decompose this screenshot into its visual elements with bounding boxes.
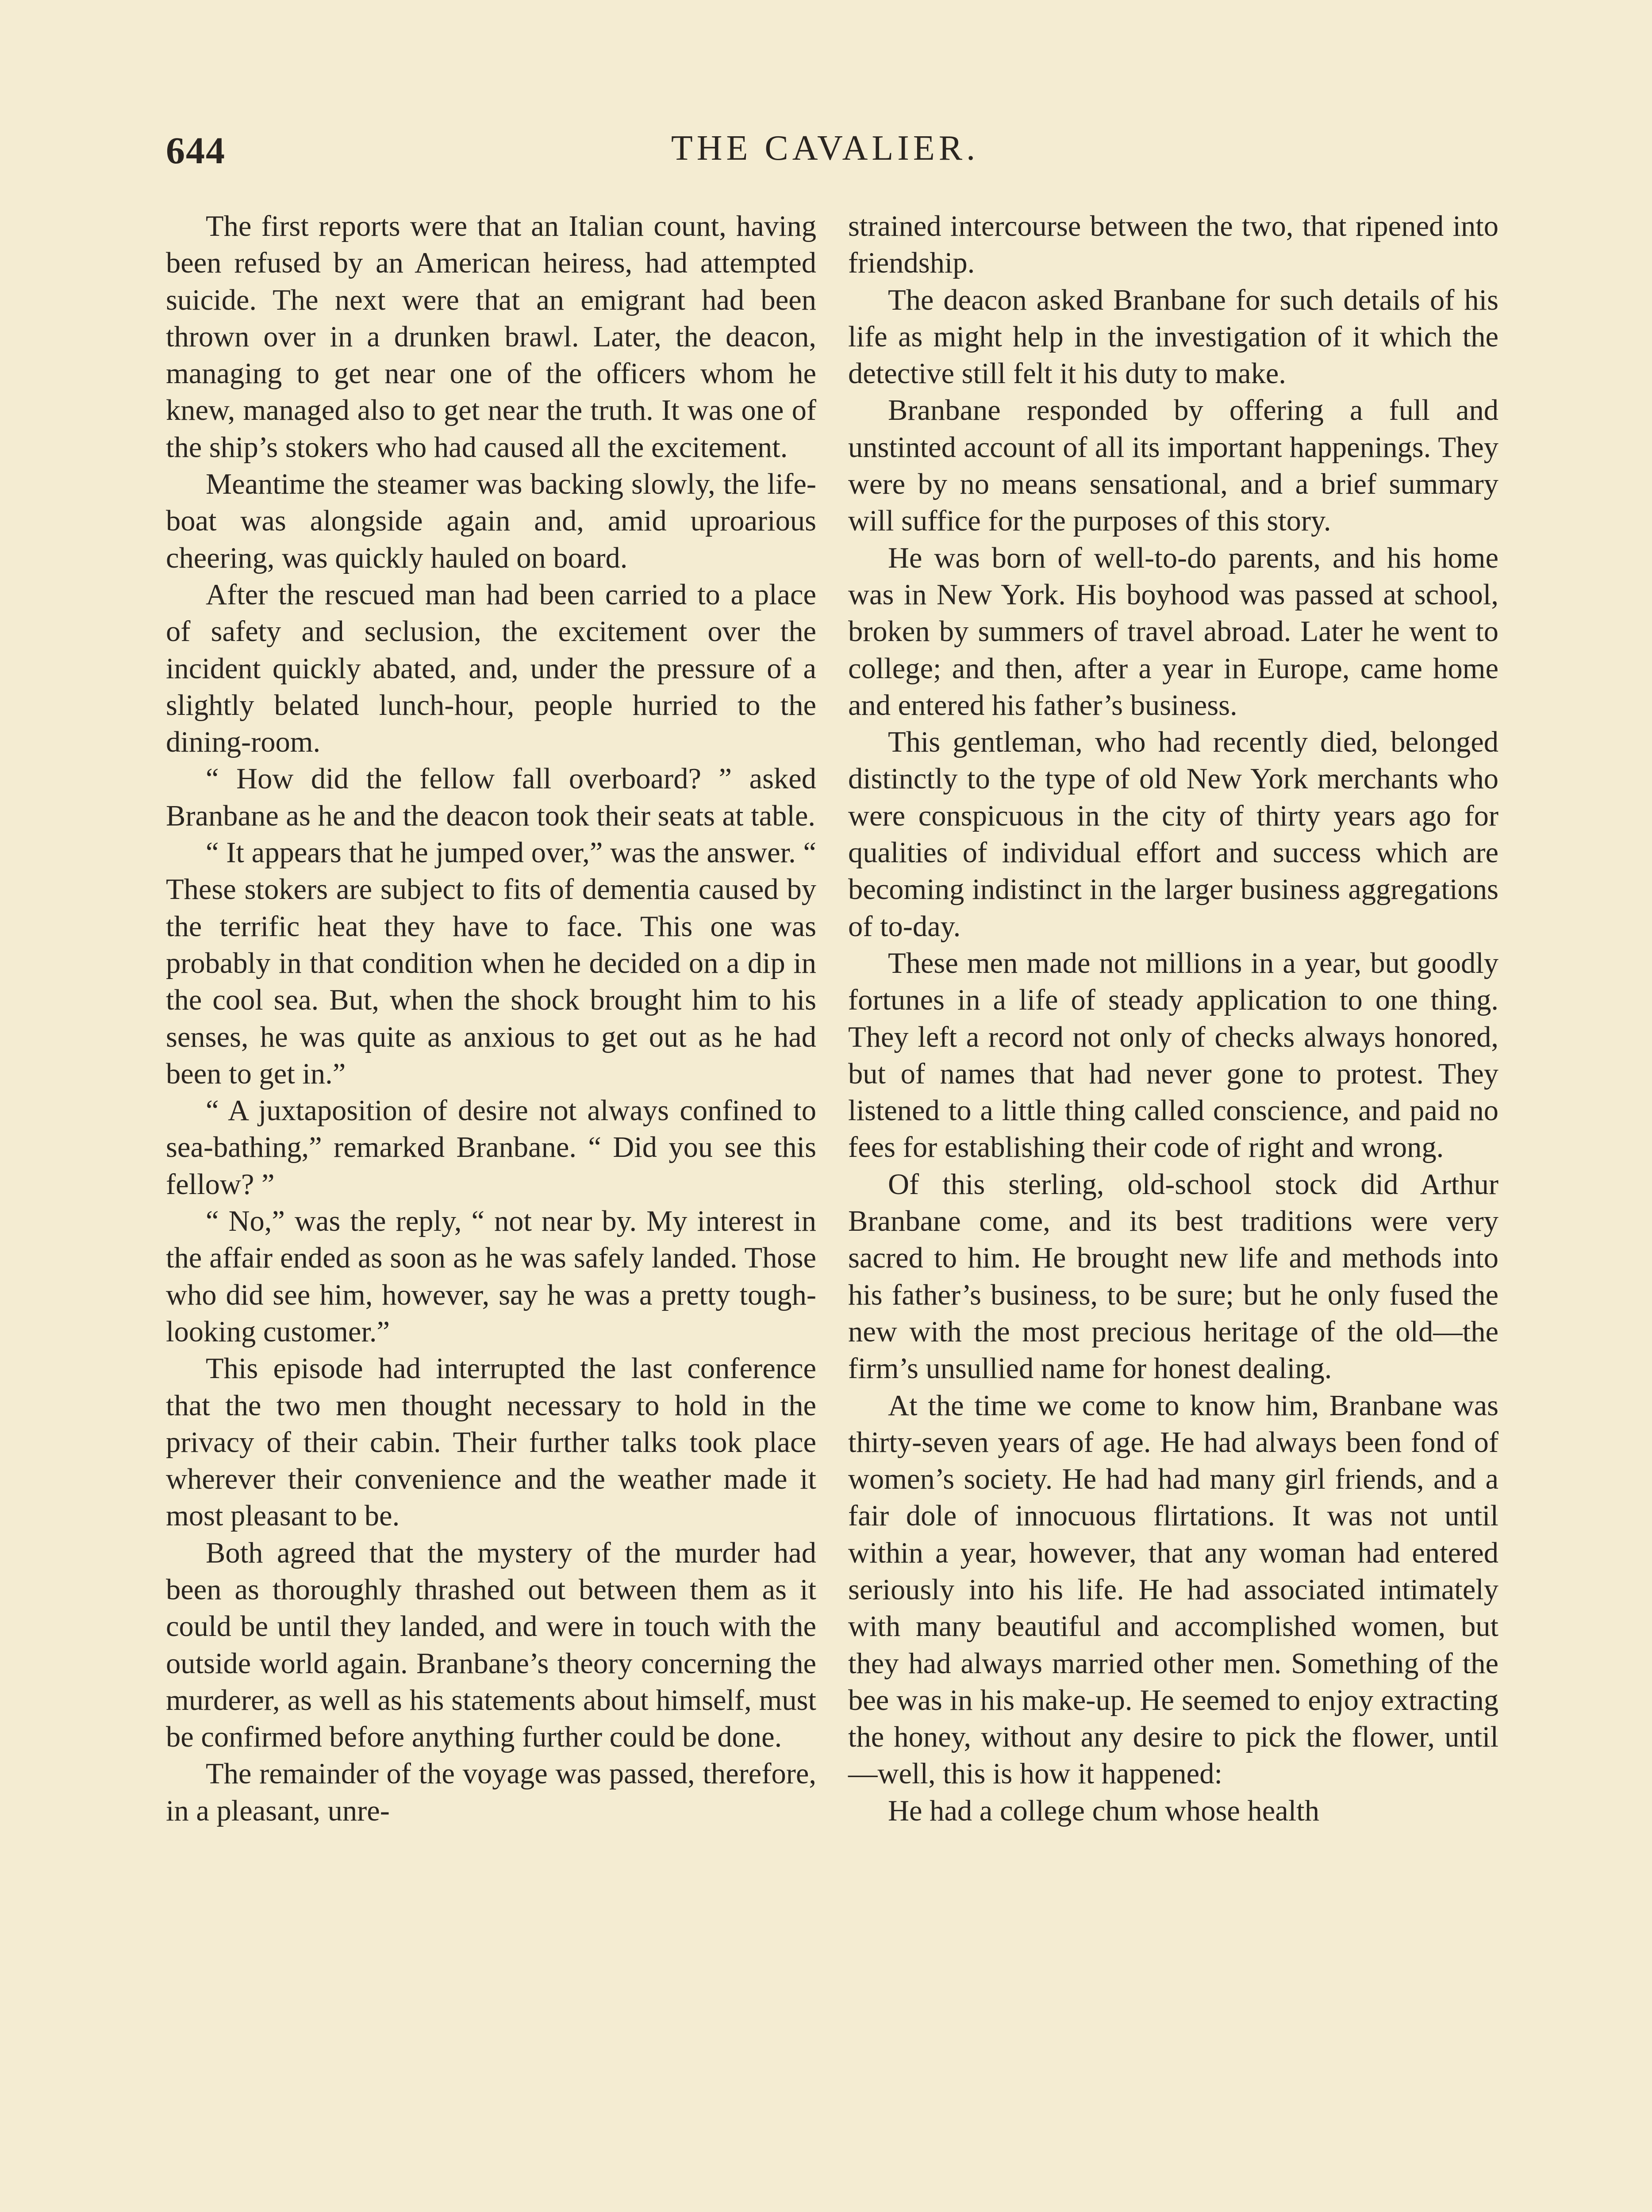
paragraph: He had a college chum whose health xyxy=(888,1794,1319,1827)
paragraph: Of this sterling, old-school stock did Arthur Branbane come, and its best traditions were very sacred to him. He brought new life and methods into his father’s business, to be sure; but he only fused the new with the most precious heritage of the old—the firm’s unsullied name for honest dealing. xyxy=(848,1168,1498,1385)
paragraph: Meantime the steamer was backing slowly, the life-boat was alongside again and, amid uproarious cheering, was quickly hauled on board. xyxy=(166,468,816,574)
paragraph: After the rescued man had been carried to a place of safety and seclusion, the excitement over the incident quickly abated, and, under the pressure of a slightly belated lunch-hour, people hurried to the dining-room. xyxy=(166,578,816,759)
paragraph: “ No,” was the reply, “ not near by. My interest in the affair ended as soon as he was safely landed. Those who did see him, however, say he was a pretty tough-looking customer.” xyxy=(166,1205,816,1348)
paragraph: At the time we come to know him, Branbane was thirty-seven years of age. He had always been fond of women’s society. He had had many girl friends, and a fair dole of innocuous flirtations. It was not until within a year, however, that any woman had entered seriously into his life. He had associated intimately with many beautiful and accomplished women, but they had always married other men. Something of the bee was in his make-up. He seemed to enjoy extracting the honey, without any desire to pick the flower, until—well, this is how it happened: xyxy=(848,1389,1498,1790)
running-title: THE CAVALIER. xyxy=(671,129,980,168)
paragraph: This gentleman, who had recently died, belonged distinctly to the type of old New York merchants who were conspicuous in the city of thirty years ago for qualities of individual effort and success which are becoming indistinct in the larger business aggregations of to-day. xyxy=(848,726,1498,943)
paragraph: These men made not millions in a year, but goodly fortunes in a life of steady application to one thing. They left a record not only of checks always honored, but of names that had never gone to protest. They listened to a little thing called conscience, and paid no fees for establishing their code of right and wrong. xyxy=(848,947,1498,1164)
paragraph: He was born of well-to-do parents, and his home was in New York. His boyhood was passed at school, broken by summers of travel abroad. Later he went to college; and then, after a year in Europe, came home and entered his father’s business. xyxy=(848,541,1498,722)
paragraph: “ It appears that he jumped over,” was the answer. “ These stokers are subject to fits of dementia caused by the terrific heat they have to face. This one was probably in that condition when he decided on a dip in the cool sea. But, when the shock brought him to his senses, he was quite as anxious to get out as he had been to get in.” xyxy=(166,837,816,1090)
page-header xyxy=(166,128,1484,186)
paragraph: Both agreed that the mystery of the murder had been as thoroughly thrashed out between them as it could be until they landed, and were in touch with the outside world again. Branbane’s theory concerning the murderer, as well as his statements about himself, must be confirmed before anything further could be done. xyxy=(166,1536,816,1754)
paragraph: “ How did the fellow fall overboard? ” asked Branbane as he and the deacon took their seats at table. xyxy=(166,763,816,832)
paragraph: The first reports were that an Italian count, having been refused by an American heiress, had attempted suicide. The next were that an emigrant had been thrown over in a drunken brawl. Later, the deacon, managing to get near one of the officers whom he knew, managed also to get near the truth. It was one of the ship’s stokers who had caused all the excitement. xyxy=(166,210,816,464)
paragraph: This episode had interrupted the last conference that the two men thought necessary to hold in the privacy of their cabin. Their further talks took place wherever their convenience and the weather made it most pleasant to be. xyxy=(166,1352,816,1532)
paragraph: Branbane responded by offering a full and unstinted account of all its important happenings. They were by no means sensational, and a brief summary will suffice for the purposes of this story. xyxy=(848,394,1498,538)
left-column xyxy=(166,208,816,1829)
paragraph: The remainder of the voyage was passed, therefore, in a pleasant, unre- xyxy=(166,1758,816,1827)
right-column xyxy=(848,208,1498,1829)
paragraph: The deacon asked Branbane for such details of his life as might help in the investigation of it which the detective still felt it his duty to make. xyxy=(848,284,1498,390)
paragraph-continuation: strained intercourse between the two, that ripened into friendship. xyxy=(848,210,1498,280)
page-number: 644 xyxy=(166,129,226,172)
paragraph: “ A juxtaposition of desire not always confined to sea-bathing,” remarked Branbane. “ Did you see this fellow? ” xyxy=(166,1094,816,1201)
